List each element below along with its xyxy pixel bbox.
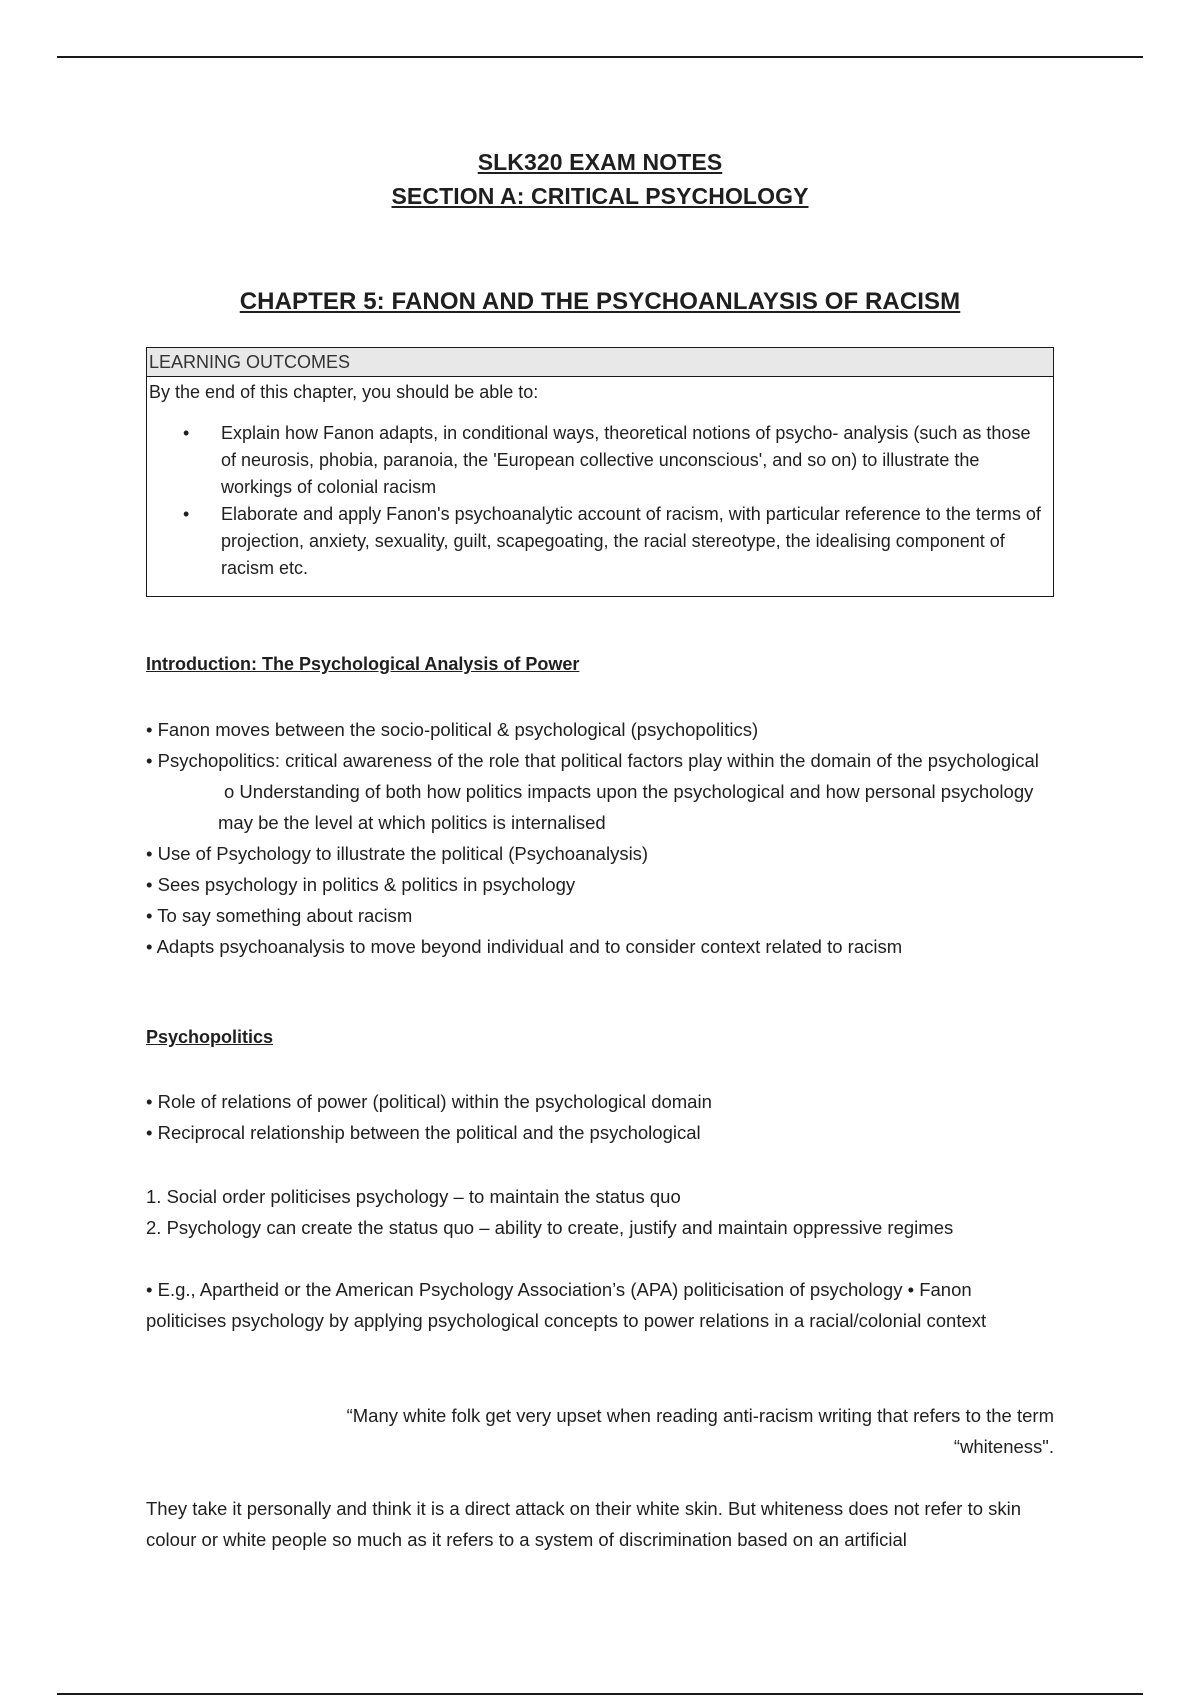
bullet-line: • Psychopolitics: critical awareness of the role that political factors play within the domain of the psychological xyxy=(146,750,1039,771)
bullet-icon: • xyxy=(183,423,190,443)
introduction-body xyxy=(146,714,1056,962)
closing-paragraph: They take it personally and think it is a direct attack on their white skin. But whiteness does not refer to skin colour or white people so much as it refers to a system of discrimination based on an artificial xyxy=(146,1498,1022,1550)
psychopolitics-numbered xyxy=(146,1181,1056,1243)
chapter-title: CHAPTER 5: FANON AND THE PSYCHOANLAYSIS OF RACISM xyxy=(239,288,961,315)
document-title: SLK320 EXAM NOTES xyxy=(477,149,723,175)
bullet-line: • Role of relations of power (political) within the psychological domain xyxy=(146,1091,712,1112)
outcome-text: Elaborate and apply Fanon's psychoanalytic account of racism, with particular reference to the terms of projection, anxiety, sexuality, guilt, scapegoating, the racial stereotype, the idealising component of racism etc. xyxy=(221,504,1041,578)
list-item xyxy=(147,501,1053,582)
bottom-rule xyxy=(57,1693,1143,1695)
bullet-line: • To say something about racism xyxy=(146,905,413,926)
example-paragraph: • E.g., Apartheid or the American Psychology Association’s (APA) politicisation of psychology • Fanon politicises psychology by applying psychological concepts to power relations in a racial/colonial context xyxy=(146,1279,987,1331)
sub-bullet-text: o Understanding of both how politics impacts upon the psychological and how personal psychology may be the level at which politics is internalised xyxy=(218,781,1034,833)
introduction-heading: Introduction: The Psychological Analysis of Power xyxy=(146,654,580,674)
psychopolitics-bullets xyxy=(146,1086,1056,1148)
quote-block xyxy=(146,1400,1054,1462)
list-item xyxy=(147,420,1053,501)
learning-outcomes-list xyxy=(147,420,1053,582)
psychopolitics-heading: Psychopolitics xyxy=(146,1027,274,1047)
top-rule xyxy=(57,56,1143,58)
learning-outcomes-box xyxy=(146,347,1054,597)
bullet-line: • Fanon moves between the socio-political & psychological (psychopolitics) xyxy=(146,719,759,740)
sub-bullet-line xyxy=(146,776,1056,838)
bullet-line: • Use of Psychology to illustrate the political (Psychoanalysis) xyxy=(146,843,649,864)
learning-outcomes-heading: LEARNING OUTCOMES xyxy=(147,348,1053,377)
bullet-icon: • xyxy=(183,504,190,524)
bullet-line: • Adapts psychoanalysis to move beyond individual and to consider context related to racism xyxy=(146,936,903,957)
quote-line: “whiteness". xyxy=(953,1436,1054,1457)
numbered-line: 1. Social order politicises psychology – to maintain the status quo xyxy=(146,1186,681,1207)
quote-line: “Many white folk get very upset when reading anti-racism writing that refers to the term xyxy=(346,1405,1054,1426)
learning-outcomes-intro: By the end of this chapter, you should be able to: xyxy=(149,382,539,402)
bullet-line: • Sees psychology in politics & politics in psychology xyxy=(146,874,576,895)
section-title: SECTION A: CRITICAL PSYCHOLOGY xyxy=(391,183,809,209)
outcome-text: Explain how Fanon adapts, in conditional ways, theoretical notions of psycho- analysis (such as those of neurosis, phobia, paranoia, the 'European collective unconscious', and so on) to illustrate the workings of colonial racism xyxy=(221,423,1031,497)
bullet-line: • Reciprocal relationship between the political and the psychological xyxy=(146,1122,701,1143)
numbered-line: 2. Psychology can create the status quo – ability to create, justify and maintain oppressive regimes xyxy=(146,1217,954,1238)
